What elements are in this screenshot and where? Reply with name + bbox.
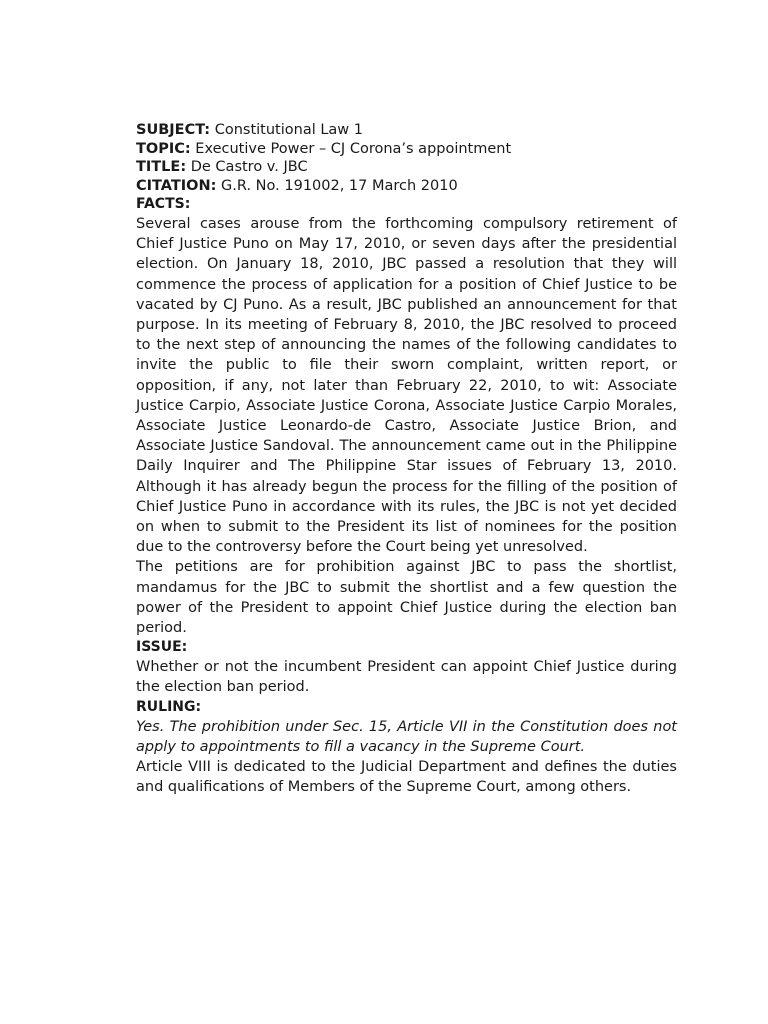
facts-paragraph-1: Several cases arouse from the forthcoming compulsory retirement of Chief Justice Puno on May 17, 2010, or seven days after the presidential election. On January 18, 2010, JBC passed a resolution that they will commence the process of application for a position of Chief Justice to be vacated by CJ Puno. As a result, JBC published an announcement for that purpose. In its meeting of February 8, 2010, the JBC resolved to proceed to the next step of announcing the names of the following candidates to invite the public to file their sworn complaint, written report, or opposition, if any, not later than February 22, 2010, to wit: Associate Justice Carpio, Associate Justice Corona, Associate Justice Carpio Morales, Associate Justice Leonardo-de Castro, Associate Justice Brion, and Associate Justice Sandoval. The announcement came out in the Philippine Daily Inquirer and The Philippine Star issues of February 13, 2010. Although it has already begun the process for the filling of the position of Chief Justice Puno in accordance with its rules, the JBC is not yet decided on when to submit to the President its list of nominees for the position due to the controversy before the Court being yet unresolved.: [136, 216, 677, 556]
ruling-heading: RULING:: [136, 698, 202, 715]
citation-line: [136, 177, 677, 196]
subject-line: [136, 121, 677, 140]
ruling-paragraph-2: Article VIII is dedicated to the Judicial Department and defines the duties and qualifications of Members of the Supreme Court, among others.: [136, 759, 677, 796]
title-label: TITLE:: [136, 159, 187, 175]
topic-line: [136, 140, 677, 159]
issue-heading: ISSUE:: [136, 639, 188, 656]
citation-value: G.R. No. 191002, 17 March 2010: [216, 177, 458, 194]
subject-value: Constitutional Law 1: [210, 122, 364, 138]
issue-text: Whether or not the incumbent President can appoint Chief Justice during the election ban period.: [136, 659, 677, 696]
subject-label: SUBJECT:: [136, 122, 211, 138]
topic-label: TOPIC:: [136, 140, 191, 157]
case-header: [136, 121, 677, 195]
title-value: De Castro v. JBC: [186, 159, 308, 175]
ruling-paragraph-1: Yes. The prohibition under Sec. 15, Article VII in the Constitution does not apply to appointments to fill a vacancy in the Supreme Court.: [136, 718, 677, 755]
topic-value: Executive Power – CJ Corona’s appointment: [190, 140, 512, 157]
facts-paragraph-2: The petitions are for prohibition against JBC to pass the shortlist, mandamus for the JBC to submit the shortlist and a few question the power of the President to appoint Chief Justice during the election ban period.: [136, 559, 677, 637]
title-line: [136, 158, 677, 177]
citation-label: CITATION:: [136, 177, 217, 194]
facts-heading: FACTS:: [136, 196, 191, 212]
